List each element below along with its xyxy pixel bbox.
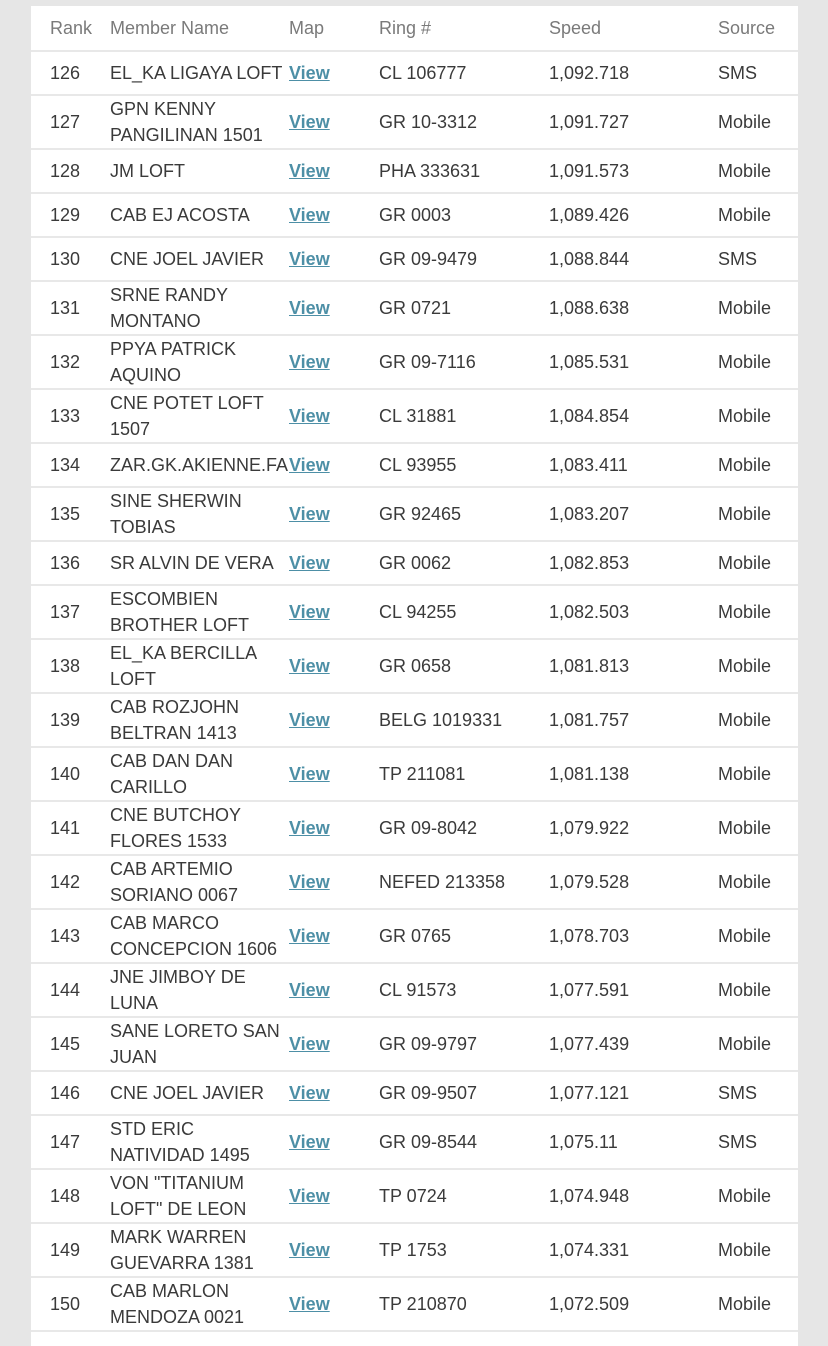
source-cell: Mobile [718,443,798,487]
map-cell [289,855,379,909]
member-name-cell [110,541,289,585]
rank-cell: 146 [31,1071,110,1115]
source-cell: Mobile [718,335,798,389]
view-map-link[interactable]: View [289,602,330,622]
map-cell [289,149,379,193]
member-name-text: SANE LORETO SAN JUAN [110,1021,280,1067]
speed-cell: 1,082.853 [549,541,718,585]
member-name-cell [110,585,289,639]
speed-header[interactable]: Speed [549,17,602,38]
member-name-text: JM LOFT [110,161,185,181]
member-name-text: CAB EJ ACOSTA [110,205,250,225]
rank-cell: 127 [31,95,110,149]
map-cell [289,389,379,443]
member-name-text: CAB MARCO CONCEPCION 1606 [110,913,278,959]
table-row [31,1169,798,1223]
view-map-link[interactable]: View [289,710,330,730]
map-cell [289,963,379,1017]
view-map-link[interactable]: View [289,352,330,372]
map-cell [289,693,379,747]
rank-cell: 144 [31,963,110,1017]
rank-cell: 147 [31,1115,110,1169]
member-name-cell [110,855,289,909]
source-cell: Mobile [718,389,798,443]
member-name-cell [110,95,289,149]
rank-cell: 139 [31,693,110,747]
member-name-cell [110,389,289,443]
source-cell: Mobile [718,95,798,149]
rank-cell: 145 [31,1017,110,1071]
ring-cell: CL 94255 [379,585,549,639]
table-row [31,1223,798,1277]
speed-cell: 1,077.121 [549,1071,718,1115]
table-row [31,639,798,693]
map-cell [289,51,379,95]
results-table-card [31,6,798,1346]
member-name-text: GPN KENNY PANGILINAN 1501 [110,99,263,145]
table-row [31,95,798,149]
view-map-link[interactable]: View [289,1240,330,1260]
speed-cell: 1,082.503 [549,585,718,639]
map-cell [289,1017,379,1071]
table-row [31,443,798,487]
view-map-link[interactable]: View [289,455,330,475]
member-name-text: STD ERIC NATIVIDAD 1495 [110,1119,250,1165]
view-map-link[interactable]: View [289,1034,330,1054]
source-cell: Mobile [718,1017,798,1071]
table-row [31,487,798,541]
source-cell: Mobile [718,1169,798,1223]
rank-header[interactable]: Rank [50,17,93,38]
view-map-link[interactable]: View [289,205,330,225]
map-cell [289,541,379,585]
rank-cell: 133 [31,389,110,443]
map-cell [289,95,379,149]
map-cell [289,281,379,335]
rank-cell: 148 [31,1169,110,1223]
member-name-text: JNE JIMBOY DE LUNA [110,967,246,1013]
partial-row-cell [31,1331,798,1342]
member-name-cell [110,193,289,237]
ring-cell: GR 0062 [379,541,549,585]
speed-cell: 1,084.854 [549,389,718,443]
member-name-text: MARK WARREN GUEVARRA 1381 [110,1227,254,1273]
member-name-text: CAB ROZJOHN BELTRAN 1413 [110,697,240,743]
view-map-link[interactable]: View [289,112,330,132]
speed-cell: 1,079.528 [549,855,718,909]
member-name-cell [110,1071,289,1115]
table-row [31,1115,798,1169]
member-name-text: EL_KA LIGAYA LOFT [110,63,283,83]
speed-cell: 1,091.573 [549,149,718,193]
view-map-link[interactable]: View [289,161,330,181]
source-cell: Mobile [718,193,798,237]
source-cell: Mobile [718,909,798,963]
speed-cell: 1,083.207 [549,487,718,541]
map-cell [289,237,379,281]
ring-cell: GR 09-8042 [379,801,549,855]
source-cell: Mobile [718,1277,798,1331]
source-cell: Mobile [718,585,798,639]
rank-cell: 138 [31,639,110,693]
map-cell [289,909,379,963]
table-row [31,149,798,193]
member-name-cell [110,335,289,389]
member-name-cell [110,281,289,335]
table-row-partial [31,1331,798,1342]
map-cell [289,801,379,855]
table-row [31,335,798,389]
speed-cell: 1,077.439 [549,1017,718,1071]
ring-cell: CL 106777 [379,51,549,95]
source-cell: SMS [718,1115,798,1169]
map-cell [289,1277,379,1331]
map-cell [289,487,379,541]
rank-cell: 143 [31,909,110,963]
rank-cell: 136 [31,541,110,585]
ring-cell: NEFED 213358 [379,855,549,909]
member-name-text: ZAR.GK.AKIENNE.FA [110,455,289,475]
view-map-link[interactable]: View [289,1132,330,1152]
map-cell [289,1115,379,1169]
ring-cell: GR 0765 [379,909,549,963]
rank-cell: 137 [31,585,110,639]
speed-cell: 1,072.509 [549,1277,718,1331]
table-row [31,693,798,747]
member-name-cell [110,487,289,541]
speed-cell: 1,078.703 [549,909,718,963]
member-name-cell [110,149,289,193]
ring-cell: CL 31881 [379,389,549,443]
source-cell: Mobile [718,639,798,693]
view-map-link[interactable]: View [289,1186,330,1206]
view-map-link[interactable]: View [289,818,330,838]
ring-cell: TP 0724 [379,1169,549,1223]
map-header[interactable]: Map [289,17,325,38]
source-cell: SMS [718,1071,798,1115]
ring-cell: GR 09-8544 [379,1115,549,1169]
map-cell [289,193,379,237]
ring-cell: TP 1753 [379,1223,549,1277]
speed-cell: 1,081.757 [549,693,718,747]
member-name-text: CAB ARTEMIO SORIANO 0067 [110,859,239,905]
speed-cell: 1,088.844 [549,237,718,281]
member-name-header[interactable]: Member Name [110,17,230,38]
table-row [31,193,798,237]
ring-cell: CL 93955 [379,443,549,487]
member-name-text: PPYA PATRICK AQUINO [110,339,237,385]
map-cell [289,585,379,639]
member-name-cell [110,639,289,693]
rank-cell: 128 [31,149,110,193]
table-row [31,855,798,909]
view-map-link[interactable]: View [289,63,330,83]
view-map-link[interactable]: View [289,298,330,318]
rank-cell: 129 [31,193,110,237]
source-cell: Mobile [718,963,798,1017]
table-row [31,909,798,963]
speed-cell: 1,091.727 [549,95,718,149]
source-cell: Mobile [718,801,798,855]
ring-cell: GR 09-9507 [379,1071,549,1115]
view-map-link[interactable]: View [289,249,330,269]
table-row [31,389,798,443]
ring-cell: CL 91573 [379,963,549,1017]
member-name-cell [110,51,289,95]
member-name-text: CAB DAN DAN CARILLO [110,751,234,797]
ring-cell: BELG 1019331 [379,693,549,747]
member-name-cell [110,1169,289,1223]
ring-cell: GR 92465 [379,487,549,541]
map-cell [289,1223,379,1277]
table-row [31,801,798,855]
ring-cell: GR 0721 [379,281,549,335]
ring-cell: TP 211081 [379,747,549,801]
source-cell: Mobile [718,747,798,801]
member-name-text: CAB MARLON MENDOZA 0021 [110,1281,245,1327]
speed-cell: 1,085.531 [549,335,718,389]
speed-cell: 1,081.138 [549,747,718,801]
member-name-text: VON "TITANIUM LOFT" DE LEON [110,1173,247,1219]
view-map-link[interactable]: View [289,504,330,524]
view-map-link[interactable]: View [289,926,330,946]
source-cell: SMS [718,237,798,281]
member-name-text: ESCOMBIEN BROTHER LOFT [110,589,250,635]
rank-cell: 130 [31,237,110,281]
member-name-text: EL_KA BERCILLA LOFT [110,643,257,689]
speed-cell: 1,081.813 [549,639,718,693]
map-cell [289,639,379,693]
speed-cell: 1,075.11 [549,1115,718,1169]
speed-cell: 1,092.718 [549,51,718,95]
member-name-cell [110,963,289,1017]
view-map-link[interactable]: View [289,872,330,892]
table-row [31,541,798,585]
view-map-link[interactable]: View [289,980,330,1000]
ring-cell: GR 09-7116 [379,335,549,389]
member-name-cell [110,909,289,963]
member-name-text: CNE JOEL JAVIER [110,249,265,269]
member-name-cell [110,1277,289,1331]
member-name-cell [110,237,289,281]
view-map-link[interactable]: View [289,656,330,676]
ring-cell: GR 0658 [379,639,549,693]
rank-cell: 132 [31,335,110,389]
source-cell: Mobile [718,1223,798,1277]
member-name-cell [110,801,289,855]
table-header-row [31,6,798,51]
member-name-text: SINE SHERWIN TOBIAS [110,491,242,537]
table-row [31,1071,798,1115]
source-cell: Mobile [718,541,798,585]
table-row [31,963,798,1017]
table-row [31,1277,798,1331]
table-row [31,281,798,335]
member-name-cell [110,443,289,487]
member-name-cell [110,1223,289,1277]
member-name-cell [110,747,289,801]
member-name-cell [110,1115,289,1169]
ring-cell: GR 0003 [379,193,549,237]
speed-cell: 1,079.922 [549,801,718,855]
member-name-cell [110,693,289,747]
map-cell [289,335,379,389]
member-name-text: CNE JOEL JAVIER [110,1083,265,1103]
source-cell: Mobile [718,487,798,541]
speed-cell: 1,074.948 [549,1169,718,1223]
rank-cell: 135 [31,487,110,541]
speed-cell: 1,074.331 [549,1223,718,1277]
speed-cell: 1,083.411 [549,443,718,487]
map-cell [289,443,379,487]
table-row [31,1017,798,1071]
view-map-link[interactable]: View [289,406,330,426]
ring-cell: TP 210870 [379,1277,549,1331]
ring-cell: GR 09-9479 [379,237,549,281]
view-map-link[interactable]: View [289,764,330,784]
source-cell: Mobile [718,855,798,909]
rank-cell: 126 [31,51,110,95]
member-name-text: SRNE RANDY MONTANO [110,285,228,331]
ring-cell: GR 09-9797 [379,1017,549,1071]
source-cell: Mobile [718,281,798,335]
member-name-text: CNE BUTCHOY FLORES 1533 [110,805,241,851]
member-name-cell [110,1017,289,1071]
speed-cell: 1,088.638 [549,281,718,335]
map-cell [289,747,379,801]
table-row [31,747,798,801]
rank-cell: 150 [31,1277,110,1331]
ring-cell: GR 10-3312 [379,95,549,149]
table-row [31,237,798,281]
rank-cell: 141 [31,801,110,855]
speed-cell: 1,077.591 [549,963,718,1017]
view-map-link[interactable]: View [289,1294,330,1314]
source-cell: SMS [718,51,798,95]
race-results-table [31,6,798,1342]
rank-cell: 149 [31,1223,110,1277]
view-map-link[interactable]: View [289,553,330,573]
rank-cell: 140 [31,747,110,801]
rank-cell: 134 [31,443,110,487]
table-body [31,51,798,1342]
source-cell: Mobile [718,693,798,747]
member-name-text: CNE POTET LOFT 1507 [110,393,264,439]
rank-cell: 142 [31,855,110,909]
source-header[interactable]: Source [718,17,776,38]
member-name-text: SR ALVIN DE VERA [110,553,274,573]
source-cell: Mobile [718,149,798,193]
table-row [31,585,798,639]
rank-cell: 131 [31,281,110,335]
ring-header[interactable]: Ring # [379,17,432,38]
map-cell [289,1169,379,1223]
table-row [31,51,798,95]
ring-cell: PHA 333631 [379,149,549,193]
speed-cell: 1,089.426 [549,193,718,237]
map-cell [289,1071,379,1115]
view-map-link[interactable]: View [289,1083,330,1103]
